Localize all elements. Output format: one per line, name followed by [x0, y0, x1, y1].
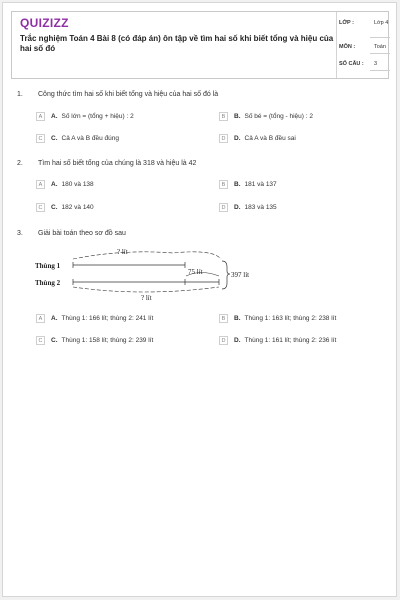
- question-3-number: 3.: [17, 230, 23, 237]
- option-text: Thùng 1: 163 lít; thùng 2: 238 lít: [244, 315, 337, 322]
- header-divider: [336, 12, 337, 78]
- q1-option-d[interactable]: [219, 133, 296, 144]
- top-brace: [73, 252, 221, 259]
- q3-option-b[interactable]: [219, 313, 336, 324]
- q1-option-a[interactable]: [36, 111, 134, 122]
- q1-option-b[interactable]: [219, 111, 313, 122]
- option-letter: D.: [234, 337, 241, 344]
- question-1-number: 1.: [17, 91, 23, 98]
- label-bottom: ? lít: [141, 294, 152, 302]
- lop-label: LỚP :: [339, 20, 354, 26]
- option-text: Thùng 1: 166 lít; thùng 2: 241 lít: [61, 315, 154, 322]
- option-letter: C.: [51, 204, 58, 211]
- option-box: B: [219, 314, 228, 323]
- total-brace: [222, 261, 230, 289]
- q3-option-c[interactable]: [36, 335, 153, 346]
- option-box: D: [219, 134, 228, 143]
- option-text: Số lớn = (tổng + hiệu) : 2: [61, 113, 134, 120]
- option-letter: A.: [51, 315, 58, 322]
- row-1-label: Thùng 1: [35, 262, 61, 270]
- q2-option-a[interactable]: [36, 179, 94, 190]
- mon-value: Toán: [374, 44, 386, 50]
- label-top: ? lít: [117, 248, 128, 256]
- question-1-text: Công thức tìm hai số khi biết tổng và hiệu của hai số đó là: [38, 91, 219, 98]
- option-text: Cả A và B đều sai: [244, 135, 296, 142]
- worksheet-header: [11, 11, 389, 79]
- question-2-number: 2.: [17, 160, 23, 167]
- option-box: A: [36, 112, 45, 121]
- socau-underline: [370, 70, 390, 71]
- segment-diagram: [33, 245, 273, 305]
- label-total: 397 lít: [231, 271, 250, 279]
- option-box: B: [219, 180, 228, 189]
- quizizz-logo: QUIZIZZ: [20, 16, 69, 30]
- option-letter: A.: [51, 113, 58, 120]
- option-text: Thùng 1: 158 lít; thùng 2: 239 lít: [61, 337, 154, 344]
- option-letter: A.: [51, 181, 58, 188]
- worksheet-page: [2, 2, 397, 597]
- option-box: D: [219, 203, 228, 212]
- question-3-text: Giải bài toán theo sơ đồ sau: [38, 230, 126, 237]
- q1-option-c[interactable]: [36, 133, 119, 144]
- option-box: C: [36, 134, 45, 143]
- bottom-brace: [73, 287, 219, 292]
- socau-value: 3: [374, 61, 378, 67]
- option-box: B: [219, 112, 228, 121]
- mon-underline: [370, 53, 390, 54]
- option-letter: D.: [234, 135, 241, 142]
- option-text: Cả A và B đều đúng: [61, 135, 119, 142]
- mon-label: MÔN :: [339, 44, 356, 50]
- lop-underline: [370, 37, 390, 38]
- worksheet-title: Trắc nghiệm Toán 4 Bài 8 (có đáp án) ôn tập về tìm hai số khi biết tổng và hiệu của hai số đó: [20, 34, 334, 53]
- q2-option-b[interactable]: [219, 179, 277, 190]
- option-letter: B.: [234, 315, 241, 322]
- option-letter: B.: [234, 113, 241, 120]
- option-letter: C.: [51, 337, 58, 344]
- lop-value: Lớp 4: [374, 20, 389, 26]
- option-text: 180 và 138: [61, 181, 94, 188]
- label-diff: 75 lít: [188, 268, 203, 276]
- option-letter: C.: [51, 135, 58, 142]
- q2-option-d[interactable]: [219, 202, 277, 213]
- option-letter: B.: [234, 181, 241, 188]
- option-box: C: [36, 203, 45, 212]
- question-2-text: Tìm hai số biết tổng của chúng là 318 và hiệu là 42: [38, 160, 197, 167]
- q3-option-a[interactable]: [36, 313, 153, 324]
- option-text: 183 và 135: [244, 204, 277, 211]
- row-2-label: Thùng 2: [35, 279, 61, 287]
- option-text: Thùng 1: 161 lít; thùng 2: 236 lít: [244, 337, 337, 344]
- option-box: A: [36, 314, 45, 323]
- option-text: Số bé = (tổng - hiệu) : 2: [244, 113, 313, 120]
- option-box: C: [36, 336, 45, 345]
- option-box: D: [219, 336, 228, 345]
- socau-label: SỐ CÂU :: [339, 61, 364, 67]
- option-letter: D.: [234, 204, 241, 211]
- q2-option-c[interactable]: [36, 202, 94, 213]
- q3-option-d[interactable]: [219, 335, 336, 346]
- option-text: 181 và 137: [244, 181, 277, 188]
- option-box: A: [36, 180, 45, 189]
- option-text: 182 và 140: [61, 204, 94, 211]
